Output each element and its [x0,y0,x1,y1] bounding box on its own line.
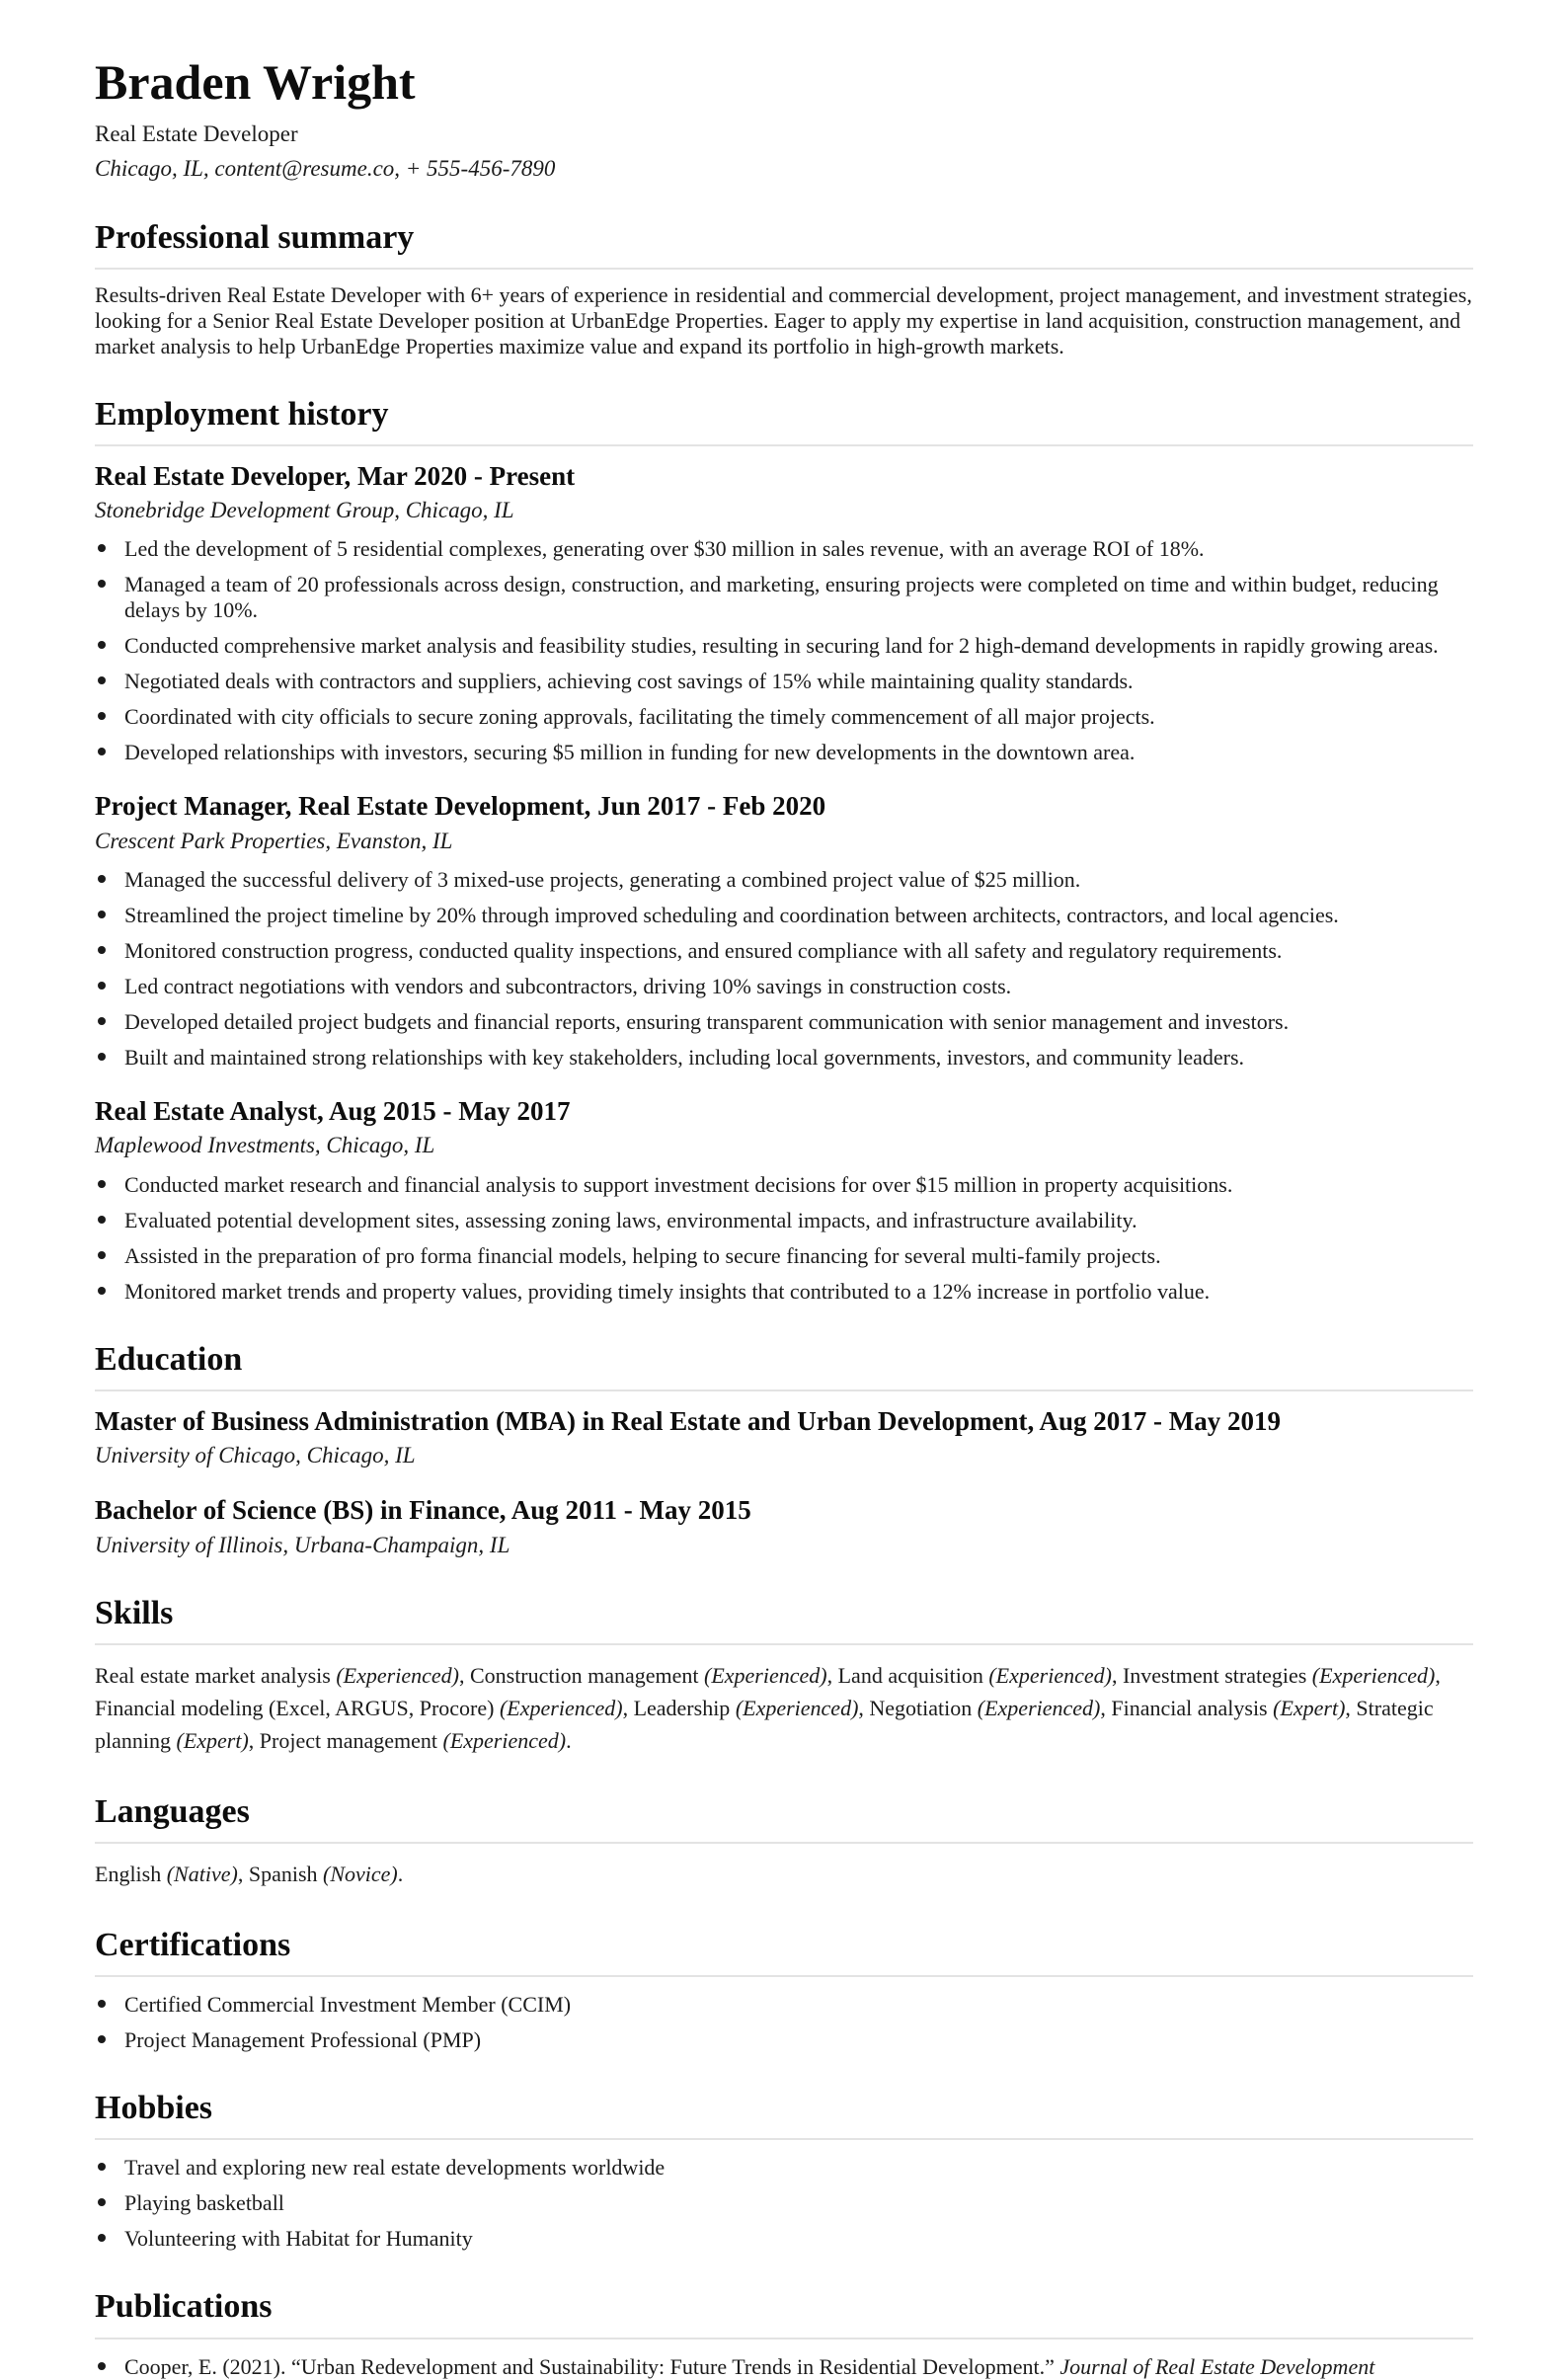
bullet-text: Developed detailed project budgets and financial reports, ensuring transparent communication with senior management and investors. [124,1009,1290,1035]
bullet-item [95,669,1473,694]
certifications-list-wrap [95,1992,1473,2053]
section-publications [95,2288,1473,2379]
publications-list [95,2354,1473,2380]
job-company: Maplewood Investments, Chicago, IL [95,1133,435,1158]
contact-info: Chicago, IL, content@resume.co, + 555-456-7890 [95,156,556,182]
bullet-icon [98,1287,106,1295]
hobbies-list-wrap [95,2155,1473,2252]
section-skills [95,1595,1473,1757]
bullet-text: Negotiated deals with contractors and suppliers, achieving cost savings of 15% while maintaining quality standards. [124,669,1134,694]
degree-title: Master of Business Administration (MBA) in Real Estate and Urban Development, Aug 2017 - May 2019 [95,1405,1281,1436]
degree-school: University of Illinois, Urbana-Champaign, IL [95,1532,510,1557]
bullet-icon [98,1053,106,1061]
item-level: (Experienced) [977,1696,1101,1721]
bullet-item [95,1172,1473,1198]
job-bullet-list [95,867,1473,1071]
bullet-icon [98,2362,106,2370]
bullet-item [95,633,1473,659]
degree-entry [95,1495,1473,1558]
bullet-icon [98,676,106,684]
bullet-icon [98,2035,106,2043]
certifications-list [95,1992,1473,2053]
item-name: Project management [259,1728,443,1754]
bullet-icon [98,748,106,755]
bullet-text: Conducted comprehensive market analysis and feasibility studies, resulting in securing land for 2 high-demand developments in rapidly growing areas. [124,633,1439,659]
section-employment-history [95,396,1473,1305]
bullet-text: Certified Commercial Investment Member (CCIM) [124,1992,572,2018]
bullet-text: Evaluated potential development sites, assessing zoning laws, environmental impacts, and infrastructure availability. [124,1207,1137,1232]
bullet-text: Streamlined the project timeline by 20% through improved scheduling and coordination between architects, contractors, and local agencies. [124,903,1339,928]
item-level: (Experienced) [704,1663,827,1689]
languages-text: English (Native), Spanish (Novice). [95,1862,404,1887]
bullet-text: Assisted in the preparation of pro forma financial models, helping to secure financing for several multi-family projects. [124,1242,1161,1268]
bullet-icon [98,2000,106,2008]
item-name: Financial modeling (Excel, ARGUS, Procore) [95,1696,500,1721]
heading-publications: Publications [95,2288,1473,2339]
bullet-item [95,704,1473,730]
item-level: (Experienced) [499,1696,623,1721]
bullet-item [95,572,1473,623]
bullet-text: Playing basketball [124,2190,284,2216]
bullet-item [95,1279,1473,1305]
job-bullet-list [95,536,1473,765]
job-company: Stonebridge Development Group, Chicago, IL [95,497,514,522]
item-name: Strategic planning [95,1696,1434,1754]
heading-skills: Skills [95,1595,1473,1645]
job-company: Crescent Park Properties, Evanston, IL [95,828,453,853]
degree-school: University of Chicago, Chicago, IL [95,1442,416,1468]
bullet-text: Led contract negotiations with vendors and subcontractors, driving 10% savings in construction costs. [124,974,1012,999]
bullet-text: Built and maintained strong relationships with key stakeholders, including local governments, investors, and community leaders. [124,1045,1244,1071]
heading-professional-summary: Professional summary [95,219,1473,270]
item-name: Investment strategies [1122,1663,1312,1689]
bullet-text: Volunteering with Habitat for Humanity [124,2226,473,2252]
bullet-item [95,867,1473,893]
bullet-item [95,1243,1473,1269]
bullet-text: Managed the successful delivery of 3 mixed-use projects, generating a combined project value of $25 million. [124,867,1081,893]
item-level: (Novice) [323,1862,398,1887]
item-level: (Experienced) [442,1728,567,1754]
bullet-icon [98,1251,106,1259]
bullet-item [95,903,1473,928]
bullet-icon [98,2234,106,2242]
section-certifications [95,1927,1473,2053]
bullet-item [95,1045,1473,1071]
degree-title: Bachelor of Science (BS) in Finance, Aug 2011 - May 2015 [95,1495,751,1526]
item-level: (Native) [166,1862,238,1887]
hobbies-list [95,2155,1473,2252]
bullet-icon [98,2163,106,2171]
bullet-item [95,938,1473,964]
heading-education: Education [95,1341,1473,1391]
bullet-text: Project Management Professional (PMP) [124,2027,482,2053]
bullet-item [95,2190,1473,2216]
bullet-icon [98,712,106,720]
item-level: (Expert) [176,1728,249,1754]
publication-journal: Journal of Real Estate Development [1059,2353,1375,2379]
job-entry [95,461,1473,766]
bullet-text: Coordinated with city officials to secure zoning approvals, facilitating the timely commencement of all major projects. [124,704,1155,730]
bullet-text: Managed a team of 20 professionals across design, construction, and marketing, ensuring projects were completed on time and within budget, reducing delays by 10%. [124,572,1439,623]
bullet-item [95,536,1473,562]
job-entry-title: Real Estate Analyst, Aug 2015 - May 2017 [95,1096,571,1127]
heading-certifications: Certifications [95,1927,1473,1977]
bullet-icon [98,1180,106,1188]
bullet-item [95,1009,1473,1035]
item-level: (Experienced) [735,1696,859,1721]
bullet-text: Developed relationships with investors, securing $5 million in funding for new developments in the downtown area. [124,740,1136,765]
item-name: Spanish [248,1862,324,1887]
bullet-icon [98,2198,106,2206]
bullet-icon [98,580,106,588]
publication-citation: Cooper, E. (2021). “Urban Redevelopment and Sustainability: Future Trends in Residential Development.” [124,2353,1060,2379]
job-entry-title: Real Estate Developer, Mar 2020 - Present [95,460,576,491]
bullet-item [95,1992,1473,2018]
item-level: (Experienced) [988,1663,1112,1689]
person-name: Braden Wright [95,54,416,110]
person-job-title: Real Estate Developer [95,120,298,146]
bullet-item [95,974,1473,999]
bullet-icon [98,1017,106,1025]
job-entry [95,791,1473,1071]
bullet-item [95,2027,1473,2053]
bullet-item [95,2155,1473,2181]
summary-text: Results-driven Real Estate Developer with 6+ years of experience in residential and commercial development, project management, and investment strategies, looking for a Senior Real Estate Developer position at UrbanEdge Properties. Eager to apply my expertise in land acquisition, construction management, and market analysis to help UrbanEdge Properties maximize value and expand its portfolio in high-growth markets. [95,281,1472,358]
degree-list [95,1406,1473,1558]
heading-hobbies: Hobbies [95,2090,1473,2140]
item-name: English [95,1862,167,1887]
heading-employment-history: Employment history [95,396,1473,446]
item-name: Leadership [633,1696,736,1721]
bullet-text: Travel and exploring new real estate developments worldwide [124,2155,666,2181]
degree-entry [95,1406,1473,1469]
bullet-icon [98,875,106,883]
bullet-icon [98,544,106,552]
item-level: (Experienced) [1311,1663,1436,1689]
bullet-item [95,2226,1473,2252]
section-education [95,1341,1473,1558]
item-name: Real estate market analysis [95,1663,337,1689]
bullet-icon [98,641,106,649]
section-hobbies [95,2090,1473,2252]
skills-text: Real estate market analysis (Experienced), Construction management (Experienced), Land acquisition (Experienced), Investment strategies (Experienced), Financial modeling (Excel, ARGUS, Procore) (Experienced), Leadership (Experienced), Negotiation (Experienced), Financial analysis (Expert), Strategic planning (Expert), Project management (Experienced). [95,1663,1441,1754]
bullet-text: Monitored market trends and property values, providing timely insights that contributed to a 12% increase in portfolio value. [124,1278,1211,1304]
job-bullet-list [95,1172,1473,1305]
publications-list-wrap [95,2354,1473,2380]
bullet-text: Led the development of 5 residential complexes, generating over $30 million in sales revenue, with an average ROI of 18%. [124,536,1205,562]
item-name: Negotiation [869,1696,978,1721]
bullet-item [95,1208,1473,1233]
section-professional-summary [95,219,1473,359]
job-entry [95,1096,1473,1305]
section-languages [95,1793,1473,1890]
bullet-text: Conducted market research and financial analysis to support investment decisions for over $15 million in property acquisitions. [124,1171,1233,1197]
bullet-icon [98,982,106,990]
bullet-icon [98,946,106,954]
item-level: (Expert) [1273,1696,1346,1721]
item-level: (Experienced) [336,1663,459,1689]
item-name: Land acquisition [837,1663,989,1689]
item-name: Construction management [469,1663,705,1689]
job-list [95,461,1473,1305]
bullet-text: Monitored construction progress, conducted quality inspections, and ensured compliance with all safety and regulatory requirements. [124,938,1283,964]
item-name: Financial analysis [1111,1696,1274,1721]
bullet-icon [98,911,106,918]
resume-header [95,56,1473,183]
bullet-item [95,2354,1473,2380]
job-entry-title: Project Manager, Real Estate Development, Jun 2017 - Feb 2020 [95,791,826,822]
bullet-icon [98,1216,106,1224]
bullet-item [95,740,1473,765]
heading-languages: Languages [95,1793,1473,1844]
